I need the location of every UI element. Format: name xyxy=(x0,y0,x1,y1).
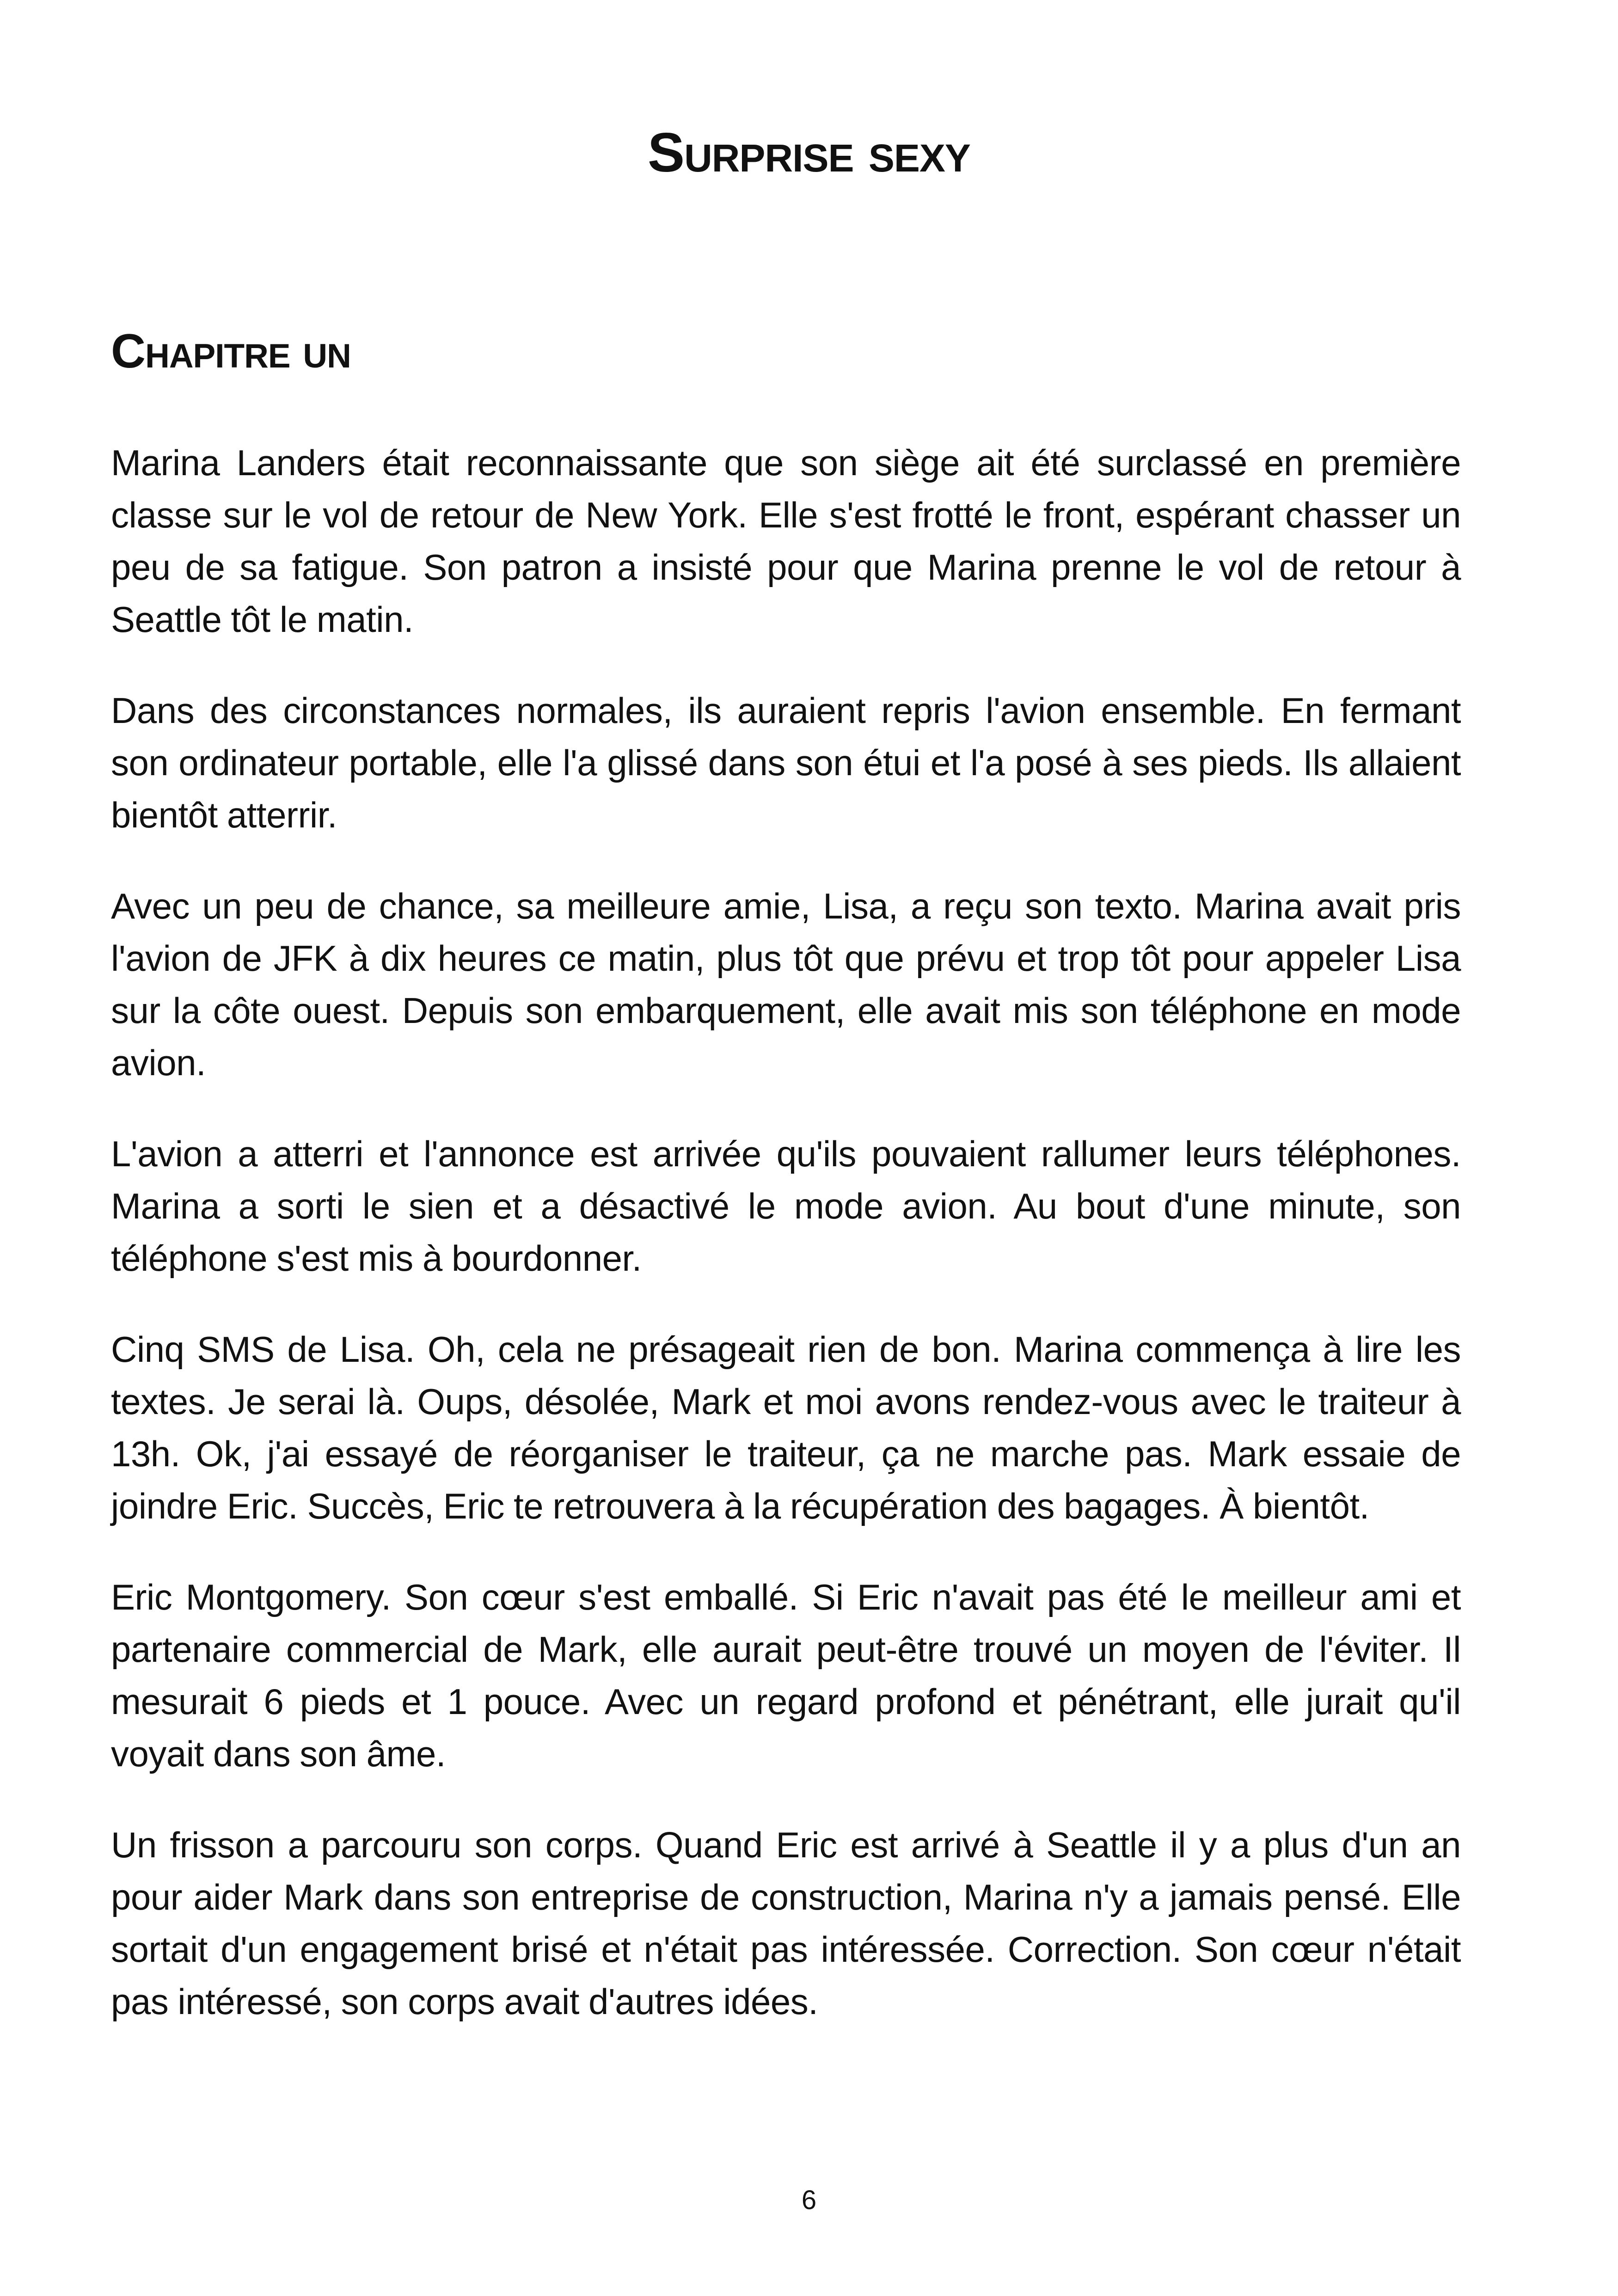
book-title: Surprise sexy xyxy=(648,122,970,184)
paragraph: Eric Montgomery. Son cœur s'est emballé. Si Eric n'avait pas été le meilleur ami et partenaire commercial de Mark, elle aurait peut-être trouvé un moyen de l'éviter. Il mesurait 6 pieds et 1 pouce. Avec un regard profond et pénétrant, elle jurait qu'il voyait dans son âme. xyxy=(111,1577,1461,1774)
paragraph: L'avion a atterri et l'annonce est arrivée qu'ils pouvaient rallumer leurs téléphones. Marina a sorti le sien et a désactivé le mode avion. Au bout d'une minute, son téléphone s'est mis à bourdonner. xyxy=(111,1133,1461,1279)
paragraph: Avec un peu de chance, sa meilleure amie, Lisa, a reçu son texto. Marina avait pris l'avion de JFK à dix heures ce matin, plus tôt que prévu et trop tôt pour appeler Lisa sur la côte ouest. Depuis son embarquement, elle avait mis son téléphone en mode avion. xyxy=(111,886,1461,1083)
paragraph: Marina Landers était reconnaissante que son siège ait été surclassé en première classe sur le vol de retour de New York. Elle s'est frotté le front, espérant chasser un peu de sa fatigue. Son patron a insisté pour que Marina prenne le vol de retour à Seattle tôt le matin. xyxy=(111,442,1461,640)
paragraph: Un frisson a parcouru son corps. Quand Eric est arrivé à Seattle il y a plus d'un an pour aider Mark dans son entreprise de construction, Marina n'y a jamais pensé. Elle sortait d'un engagement brisé et n'était pas intéressée. Correction. Son cœur n'était pas intéressé, son corps avait d'autres idées. xyxy=(111,1825,1461,2022)
paragraph: Dans des circonstances normales, ils auraient repris l'avion ensemble. En fermant son ordinateur portable, elle l'a glissé dans son étui et l'a posé à ses pieds. Ils allaient bientôt atterrir. xyxy=(111,690,1461,835)
page-number: 6 xyxy=(801,2185,817,2215)
chapter-title: Chapitre un xyxy=(111,325,351,378)
paragraph: Cinq SMS de Lisa. Oh, cela ne présageait rien de bon. Marina commença à lire les textes. Je serai là. Oups, désolée, Mark et moi avons rendez-vous avec le traiteur à 13h. Ok, j'ai essayé de réorganiser le traiteur, ça ne marche pas. Mark essaie de joindre Eric. Succès, Eric te retrouvera à la récupération des bagages. À bientôt. xyxy=(111,1329,1461,1526)
body-text xyxy=(111,437,1461,2067)
